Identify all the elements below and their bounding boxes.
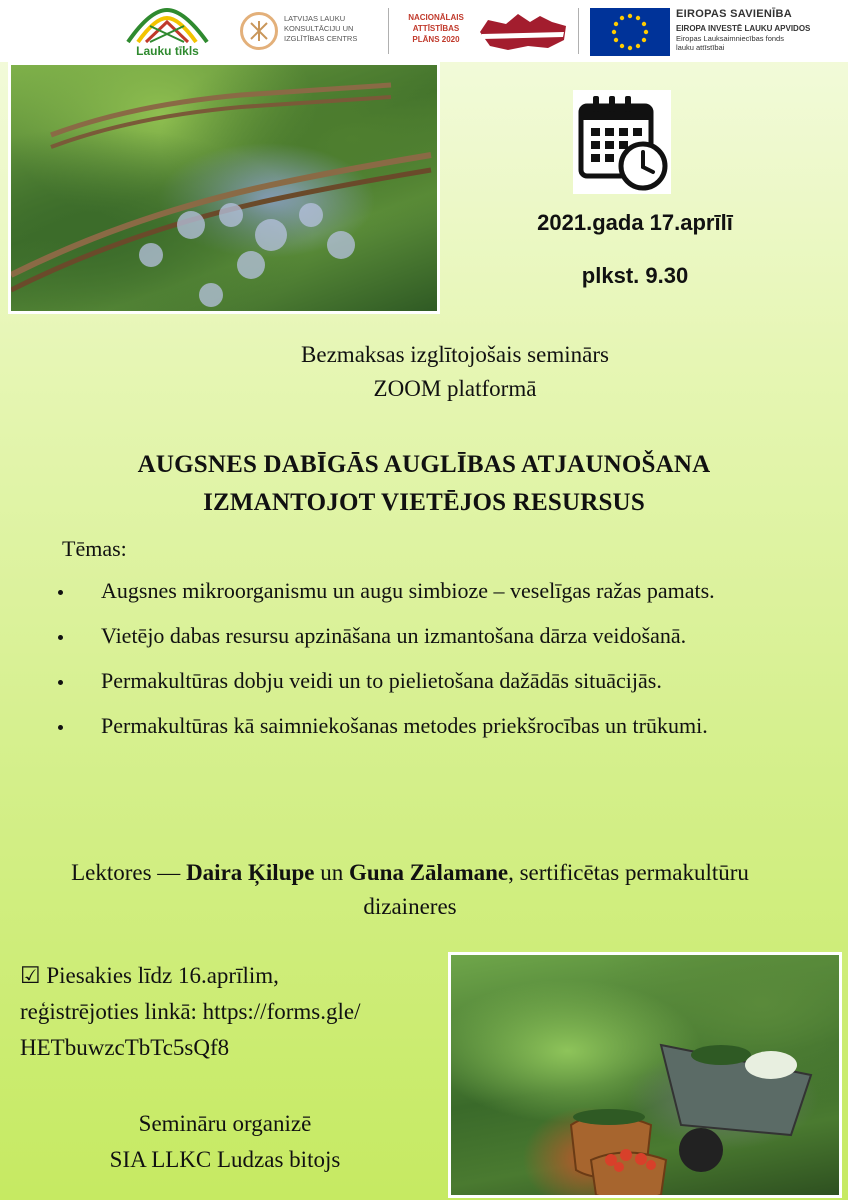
seminar-intro	[180, 338, 730, 406]
registration-info	[20, 958, 450, 1066]
divider	[578, 8, 579, 54]
topic-text: Augsnes mikroorganismu un augu simbioze – veselīgas ražas pamats.	[101, 578, 715, 603]
topic-text: Vietējo dabas resursu apzināšana un izmantošana dārza veidošanā.	[101, 623, 687, 648]
divider	[388, 8, 389, 54]
register-line-2[interactable]: reģistrējoties linkā: https://forms.gle/	[20, 999, 361, 1024]
nap-line-3: PLĀNS 2020	[412, 35, 460, 44]
list-item	[58, 664, 798, 697]
bullet-icon	[58, 725, 63, 730]
lauku-tikls-logo	[120, 6, 215, 58]
lauku-tikls-label: Lauku tīkls	[136, 44, 199, 58]
lecturers	[40, 856, 780, 924]
register-link[interactable]: HETbuwzcTbTc5sQf8	[20, 1035, 230, 1060]
list-item	[58, 709, 798, 742]
organizer-line-1: Semināru organizē	[138, 1111, 312, 1136]
title-line-1: AUGSNES DABĪGĀS AUGLĪBAS ATJAUNOŠANA	[137, 451, 711, 478]
eu-title: EIROPAS SAVIENĪBA	[676, 8, 792, 20]
topic-text: Permakultūras dobju veidi un to pielietošana dažādās situācijās.	[101, 668, 662, 693]
llkc-logo	[240, 8, 385, 54]
garden-photo-top	[8, 62, 440, 314]
register-line-1: Piesakies līdz 16.aprīlim,	[40, 963, 279, 988]
event-date: 2021.gada 17.aprīlī	[537, 210, 733, 235]
topics-label: Tēmas:	[62, 536, 127, 561]
lecturers-suffix: , sertificētas permakultūru dizaineres	[363, 860, 749, 919]
wheelbarrow-harvest-icon	[451, 955, 842, 1198]
intro-line-2: ZOOM platformā	[373, 376, 537, 401]
lecturer-name-1: Daira Ķilupe	[186, 860, 315, 885]
intro-line-1: Bezmaksas izglītojošais seminārs	[301, 342, 609, 367]
eu-flag	[590, 8, 670, 56]
lecturers-joiner: un	[314, 860, 349, 885]
checkbox-icon: ☑	[20, 963, 41, 988]
garden-photo-bottom	[448, 952, 842, 1198]
eu-text-block	[676, 8, 846, 52]
organizer-line-2: SIA LLKC Ludzas bitojs	[109, 1147, 341, 1172]
calendar-clock-icon	[573, 90, 671, 194]
llkc-line-2: KONSULTĀCIJU UN	[284, 24, 354, 33]
nap-line-1: NACIONĀLAIS	[408, 13, 464, 22]
eu-fund-line-2: lauku attīstībai	[676, 43, 725, 52]
logo-bar	[0, 0, 848, 62]
llkc-line-3: IZGLĪTĪBAS CENTRS	[284, 34, 358, 43]
bullet-icon	[58, 680, 63, 685]
topics-list	[58, 574, 798, 754]
lecturer-name-2: Guna Zālamane	[348, 860, 509, 885]
list-item	[58, 574, 798, 607]
topic-text: Permakultūras kā saimniekošanas metodes priekšrocības un trūkumi.	[101, 713, 708, 738]
eu-fund-line-1: Eiropas Lauksaimniecības fonds	[676, 34, 784, 43]
eu-stars-icon	[590, 8, 670, 56]
nap-line-2: ATTĪSTĪBAS	[412, 24, 460, 33]
llkc-circle-icon	[240, 12, 278, 50]
llkc-line-1: LATVIJAS LAUKU	[284, 14, 346, 23]
organizer	[60, 1106, 390, 1178]
list-item	[58, 619, 798, 652]
nap-logo	[396, 8, 476, 54]
event-time: plkst. 9.30	[581, 263, 689, 288]
latvia-map-icon	[478, 10, 568, 52]
title-line-2: IZMANTOJOT VIETĒJOS RESURSUS	[203, 489, 645, 516]
lauku-tikls-icon	[120, 6, 215, 44]
eu-subtitle: EIROPA INVESTĒ LAUKU APVIDOS	[676, 24, 811, 33]
bullet-icon	[58, 590, 63, 595]
wattle-fence-icon	[11, 65, 440, 314]
bullet-icon	[58, 635, 63, 640]
lecturers-prefix: Lektores —	[71, 860, 187, 885]
seminar-title	[20, 446, 828, 522]
